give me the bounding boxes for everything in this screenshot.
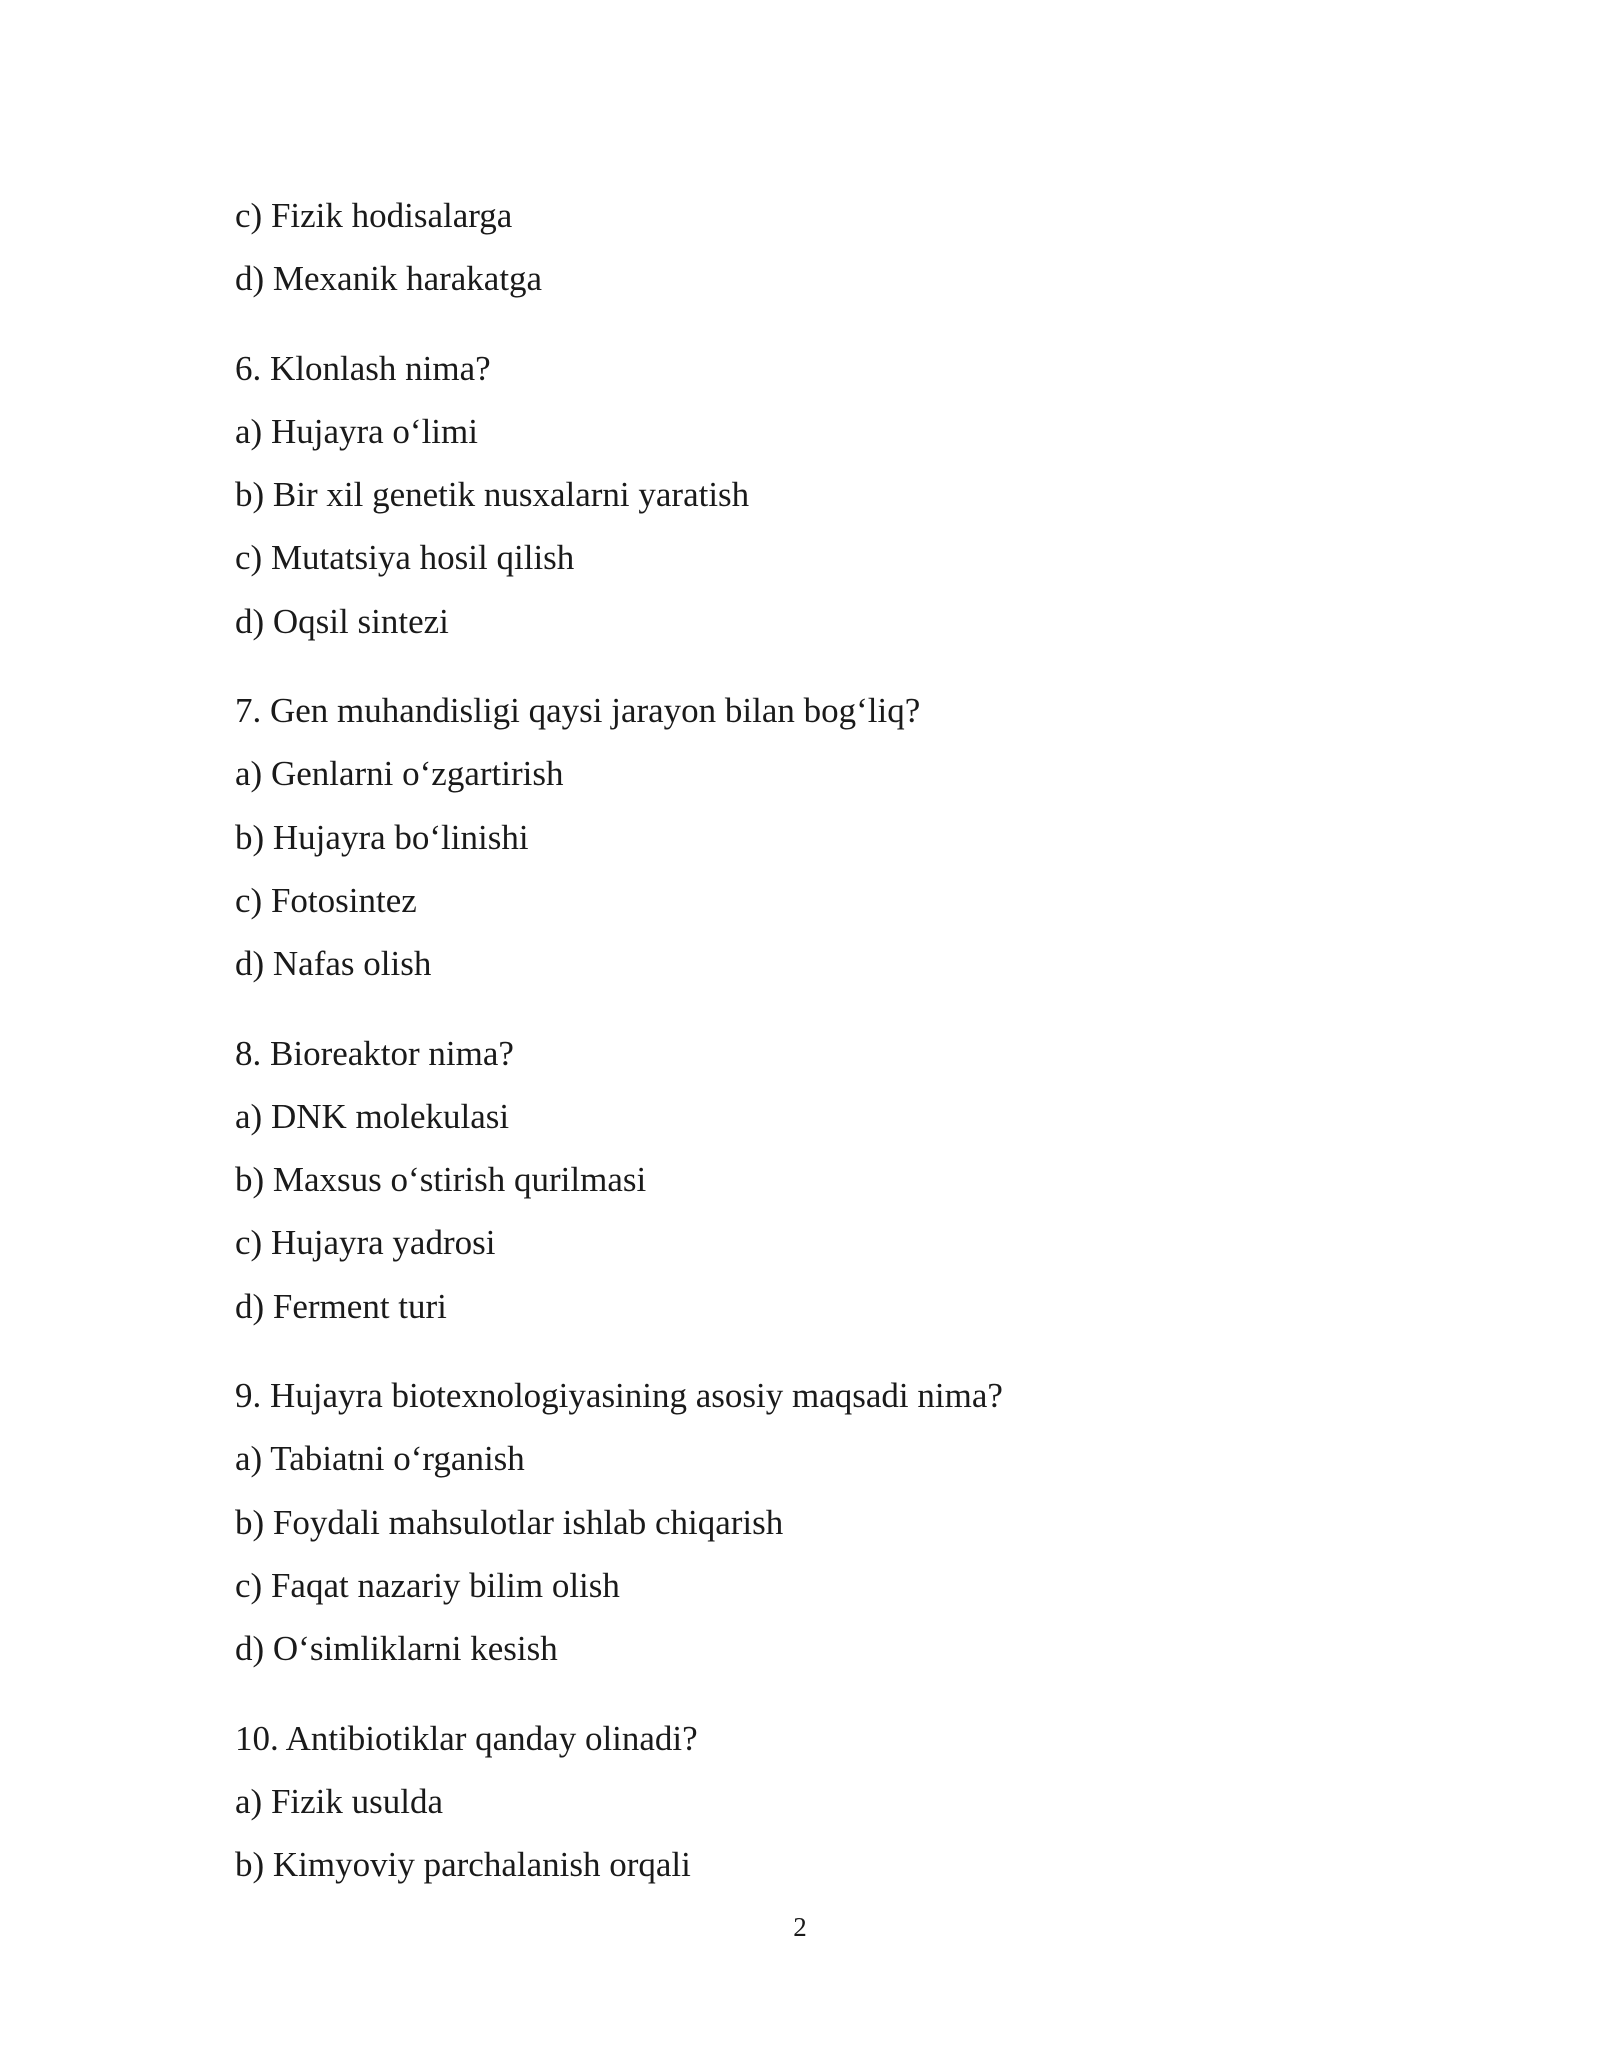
option-c: c) Fizik hodisalarga — [235, 196, 513, 235]
question-text: 6. Klonlash nima? — [235, 348, 491, 388]
question-text: 10. Antibiotiklar qanday olinadi? — [235, 1718, 698, 1758]
option-b: b) Hujayra bo‘linishi — [235, 817, 529, 857]
page-number: 2 — [793, 1912, 807, 1942]
quiz-content — [235, 184, 1415, 1896]
question-block-8 — [235, 1022, 1415, 1338]
question-block-10 — [235, 1707, 1415, 1897]
option-b: b) Maxsus o‘stirish qurilmasi — [235, 1160, 647, 1200]
option-d: d) O‘simliklarni kesish — [235, 1629, 558, 1669]
option-a: a) Tabiatni o‘rganish — [235, 1439, 525, 1479]
option-a: a) DNK molekulasi — [235, 1096, 510, 1136]
option-c: c) Hujayra yadrosi — [235, 1223, 496, 1263]
option-c: c) Fotosintez — [235, 880, 417, 920]
question-text: 9. Hujayra biotexnologiyasining asosiy maqsadi nima? — [235, 1376, 1003, 1416]
option-c: c) Mutatsiya hosil qilish — [235, 538, 575, 578]
option-c: c) Faqat nazariy bilim olish — [235, 1565, 620, 1605]
option-b: b) Foydali mahsulotlar ishlab chiqarish — [235, 1502, 784, 1542]
question-block-7 — [235, 679, 1415, 995]
option-b: b) Bir xil genetik nusxalarni yaratish — [235, 475, 750, 515]
option-d: d) Mexanik harakatga — [235, 259, 543, 299]
question-block-6 — [235, 337, 1415, 653]
continued-options — [235, 184, 1415, 311]
question-text: 7. Gen muhandisligi qaysi jarayon bilan bog‘liq? — [235, 691, 921, 731]
option-b: b) Kimyoviy parchalanish orqali — [235, 1845, 691, 1885]
option-d: d) Oqsil sintezi — [235, 601, 449, 641]
question-text: 8. Bioreaktor nima? — [235, 1033, 514, 1073]
option-a: a) Hujayra o‘limi — [235, 411, 478, 451]
question-block-9 — [235, 1364, 1415, 1680]
option-d: d) Ferment turi — [235, 1286, 447, 1326]
option-d: d) Nafas olish — [235, 944, 432, 984]
option-a: a) Genlarni o‘zgartirish — [235, 754, 564, 794]
option-a: a) Fizik usulda — [235, 1781, 444, 1821]
